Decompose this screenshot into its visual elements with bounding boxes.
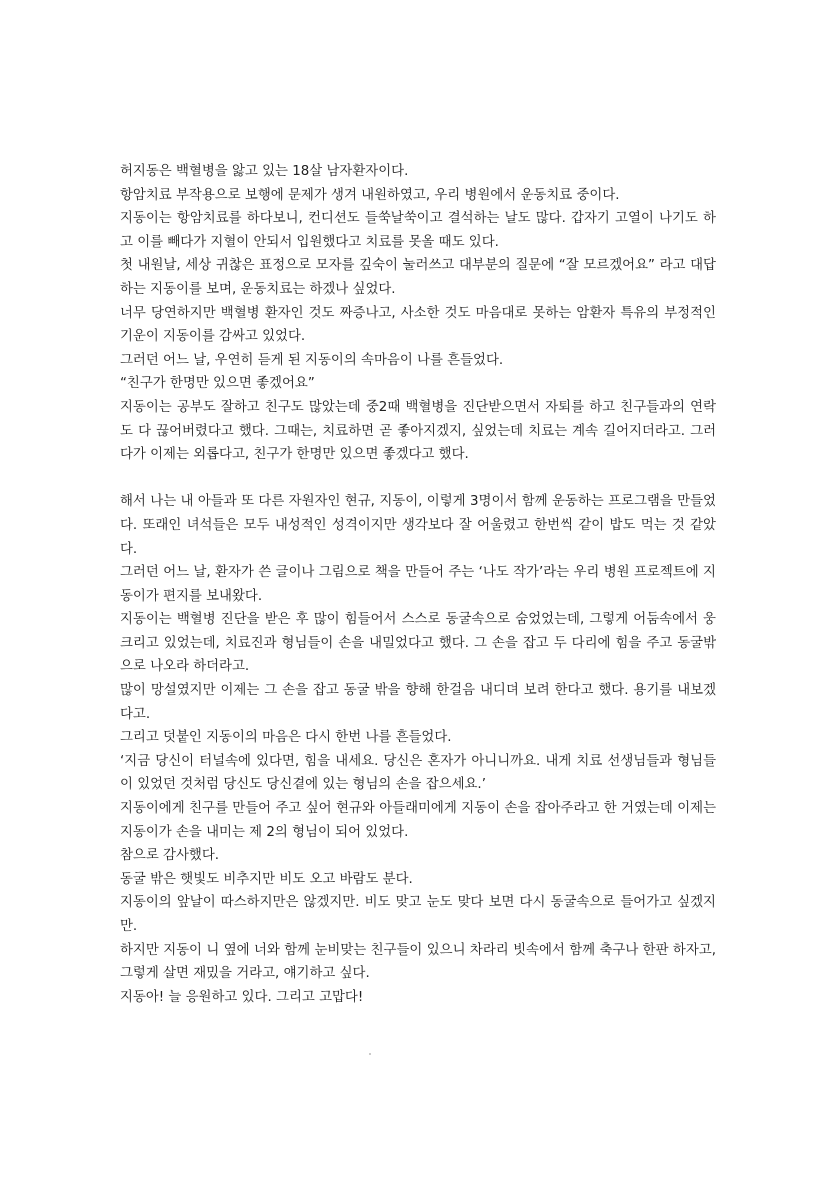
- paragraph: 첫 내원날, 세상 귀찮은 표정으로 모자를 깊숙이 눌러쓰고 대부분의 질문에 “잘 모르겠어요” 라고 대답하는 지동이를 보며, 운동치료는 하겠나 싶었다.: [120, 258, 716, 297]
- paragraph: 참으로 감사했다.: [120, 848, 220, 864]
- paragraph: 그리고 덧붙인 지동이의 마음은 다시 한번 나를 흔들었다.: [120, 730, 452, 746]
- paragraph: 지동이는 공부도 잘하고 친구도 많았는데 중2때 백혈병을 진단받으면서 자퇴를 하고 친구들과의 연락도 다 끊어버렸다고 했다. 그때는, 치료하면 곧 좋아지겠지, 싶었는데 치료는 계속 길어지더라고. 그러다가 이제는 외롭다고, 친구가 한명만 있으면 좋겠다고 했다.: [120, 399, 716, 463]
- paragraph: 하지만 지동이 니 옆에 너와 함께 눈비맞는 친구들이 있으니 차라리 빗속에서 함께 축구나 한판 하자고, 그렇게 살면 재밌을 거라고, 얘기하고 싶다.: [120, 942, 716, 982]
- paragraph: 지동이의 앞날이 따스하지만은 않겠지만. 비도 맞고 눈도 맞다 보면 다시 동굴속으로 들어가고 싶겠지만.: [120, 895, 716, 934]
- blank-line: [120, 467, 716, 491]
- quote-paragraph: “친구가 한명만 있으면 좋겠어요”: [120, 376, 315, 392]
- paragraph: 지동이에게 친구를 만들어 주고 싶어 현규와 아들래미에게 지동이 손을 잡아주라고 한 거였는데 이제는 지동이가 손을 내미는 제 2의 형님이 되어 있었다.: [120, 801, 716, 840]
- paragraph: 많이 망설였지만 이제는 그 손을 잡고 동굴 밖을 향해 한걸음 내디뎌 보려 한다고 했다. 용기를 내보겠다고.: [120, 683, 716, 722]
- paragraph: 그러던 어느 날, 우연히 듣게 된 지동이의 속마음이 나를 흔들었다.: [120, 352, 504, 368]
- paragraph: 지동이는 항암치료를 하다보니, 컨디션도 들쑥날쑥이고 결석하는 날도 많다. 갑자기 고열이 나기도 하고 이를 빼다가 지혈이 안되서 입원했다고 치료를 못올 때도 있다.: [120, 211, 716, 250]
- paragraph: 해서 나는 내 아들과 또 다른 자원자인 현규, 지동이, 이렇게 3명이서 함께 운동하는 프로그램을 만들었다. 또래인 녀석들은 모두 내성적인 성격이지만 생각보다 잘 어울렸고 한번씩 같이 밥도 먹는 것 같았다.: [120, 494, 716, 557]
- paragraph: 항암치료 부작용으로 보행에 문제가 생겨 내원하였고, 우리 병원에서 운동치료 중이다.: [120, 187, 620, 203]
- paragraph: 그러던 어느 날, 환자가 쓴 글이나 그림으로 책을 만들어 주는 ‘나도 작가’라는 우리 병원 프로젝트에 지동이가 편지를 보내왔다.: [120, 565, 716, 604]
- paragraph: 허지동은 백혈병을 앓고 있는 18살 남자환자이다.: [120, 164, 409, 179]
- paragraph: 너무 당연하지만 백혈병 환자인 것도 짜증나고, 사소한 것도 마음대로 못하는 암환자 특유의 부정적인 기운이 지동이를 감싸고 있었다.: [120, 305, 716, 345]
- scan-speck: [369, 1053, 371, 1055]
- paragraph: 지동이는 백혈병 진단을 받은 후 많이 힘들어서 스스로 동굴속으로 숨었었는데, 그렇게 어둠속에서 웅크리고 있었는데, 치료진과 형님들이 손을 내밀었다고 했다. 그 손을 잡고 두 다리에 힘을 주고 동굴밖으로 나오라 하더라고.: [120, 612, 716, 675]
- paragraph: 동굴 밖은 햇빛도 비추지만 비도 오고 바람도 분다.: [120, 871, 413, 887]
- document-body: [120, 160, 716, 1009]
- quote-paragraph: ‘지금 당신이 터널속에 있다면, 힘을 내세요. 당신은 혼자가 아니니까요. 내게 치료 선생님들과 형님들이 있었던 것처럼 당신도 당신곁에 있는 형님의 손을 잡으세요.’: [120, 753, 716, 793]
- closing-paragraph: 지동아! 늘 응원하고 있다. 그리고 고맙다!: [120, 989, 364, 1005]
